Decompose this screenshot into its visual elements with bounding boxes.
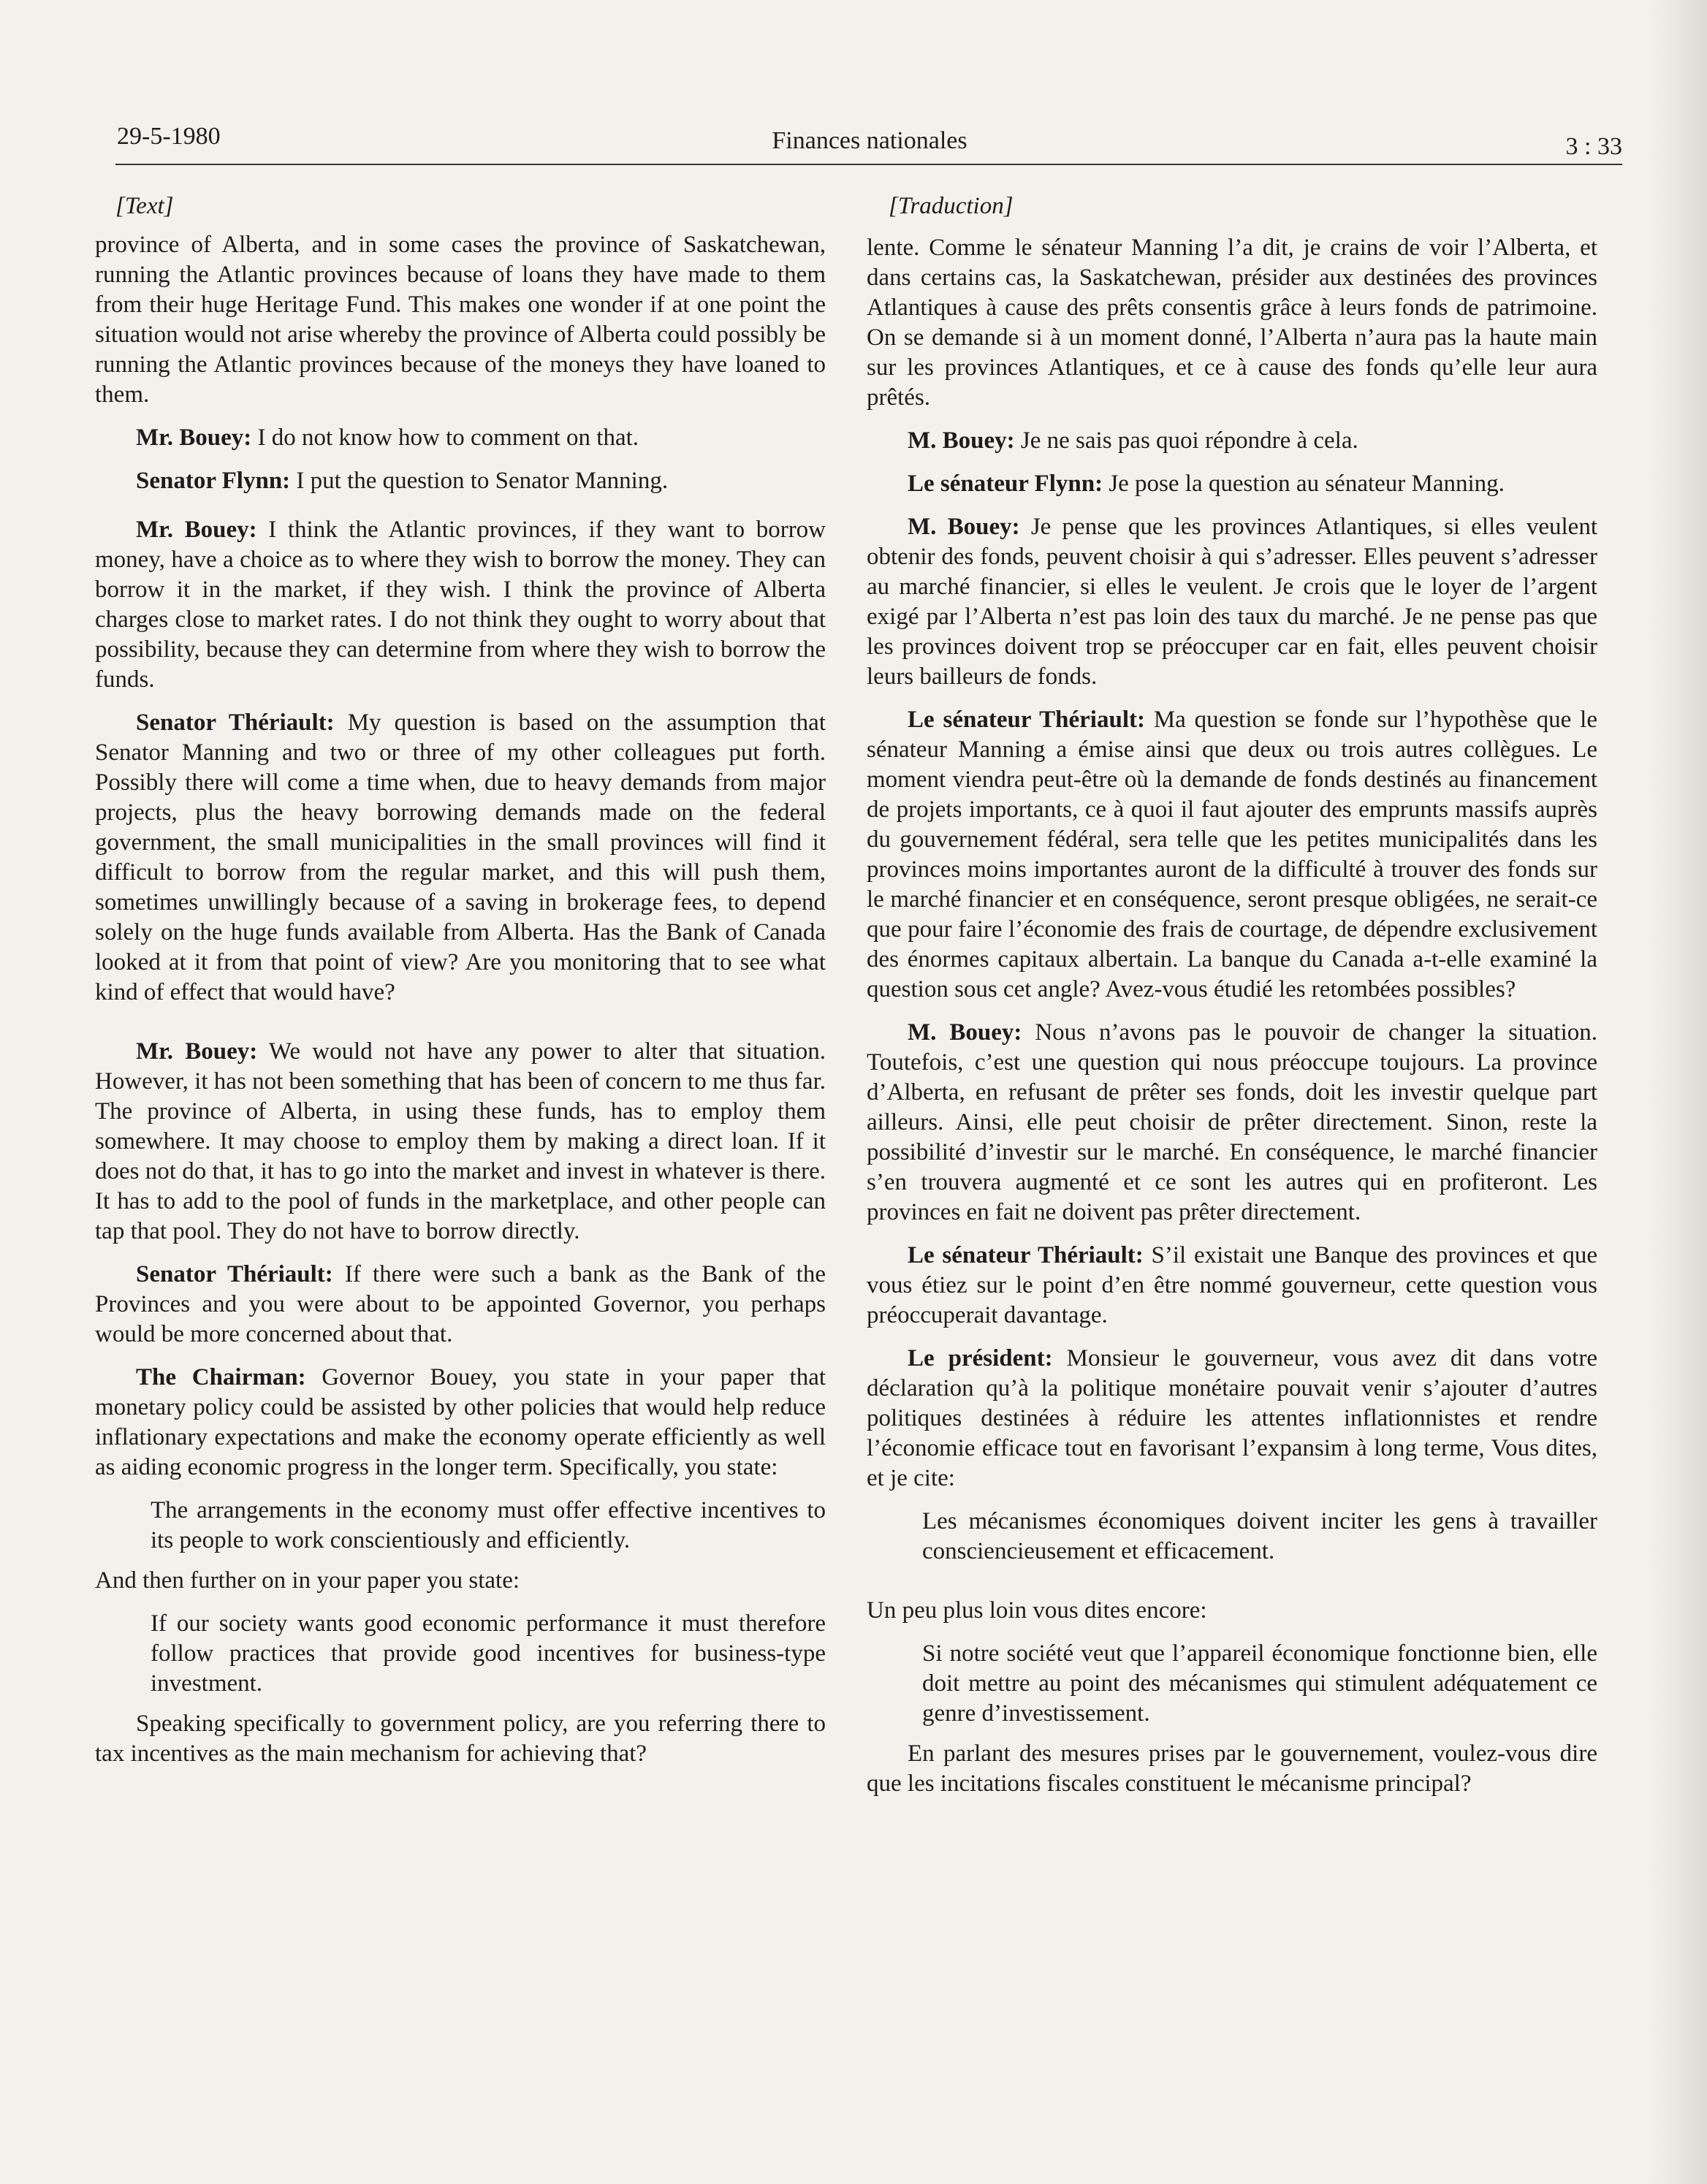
speaker-name: Mr. Bouey: <box>136 1038 258 1065</box>
french-column-label: [Traduction] <box>889 193 1014 219</box>
speaker-name: Senator Thériault: <box>136 709 335 736</box>
french-paragraph <box>867 512 1597 692</box>
french-quote-2: Si notre société veut que l’appareil économique fonctionne bien, elle doit mettre au point des mécanismes qui stimulent adéquatement ce genre d’investissement. <box>922 1640 1597 1727</box>
speaker-name: M. Bouey: <box>908 1019 1022 1046</box>
french-paragraph <box>867 1241 1597 1331</box>
english-column-label: [Text] <box>115 193 174 219</box>
paragraph-text: Je pose la question au sénateur Manning. <box>1103 471 1505 497</box>
english-bridge-line: And then further on in your paper you state: <box>95 1567 520 1594</box>
speaker-name: Mr. Bouey: <box>136 517 257 543</box>
paragraph-text: We would not have any power to alter that situation. However, it has not been something that has been of concern to me thus far. The province of Alberta, in using these funds, has to employ them somewhere. It may choose to employ them by making a direct loan. If it does not do that, it has to go into the market and invest in whatever is there. It has to add to the pool of funds in the marketplace, and other people can tap that pool. They do not have to borrow directly. <box>95 1038 826 1244</box>
header-date: 29-5-1980 <box>117 123 221 150</box>
speaker-name: Le président: <box>908 1345 1053 1371</box>
english-quote-2: If our society wants good economic performance it must therefore follow practices that provide good incentives for business-type investment. <box>151 1610 826 1697</box>
speaker-name: The Chairman: <box>136 1364 306 1390</box>
paragraph-text: I put the question to Senator Manning. <box>290 468 669 494</box>
speaker-name: M. Bouey: <box>908 427 1015 454</box>
paragraph-text: Je ne sais pas quoi répondre à cela. <box>1014 427 1358 454</box>
paragraph-text: Monsieur le gouverneur, vous avez dit dans votre déclaration qu’à la politique monétaire pouvait venir s’ajouter d’autres politiques destinées à réduire les attentes inflationnistes et rendre l’économie efficace tout en favorisant l’expansim à long terme, Vous dites, et je cite: <box>867 1345 1597 1491</box>
english-quote-1: The arrangements in the economy must offer effective incentives to its people to work conscientiously and efficiently. <box>151 1497 826 1553</box>
page-edge-shadow <box>1649 0 1707 2184</box>
paragraph-text: I do not know how to comment on that. <box>251 425 639 451</box>
header-rule <box>115 164 1622 165</box>
french-paragraph <box>867 469 1597 499</box>
header-page-number: 3 : 33 <box>1565 133 1622 160</box>
header-title: Finances nationales <box>772 127 967 154</box>
french-closing-paragraph: En parlant des mesures prises par le gouvernement, voulez-vous dire que les incitations fiscales constituent le mécanisme principal? <box>867 1740 1597 1797</box>
paragraph-text: If there were such a bank as the Bank of the Provinces and you were about to be appointed Governor, you perhaps would be more concerned about that. <box>95 1261 826 1347</box>
paragraph-text: I think the Atlantic provinces, if they want to borrow money, have a choice as to where they wish to borrow the money. They can borrow it in the market, if they wish. I think the province of Alberta charges close to market rates. I do not think they ought to worry about that possibility, because they can determine from where they wish to borrow the funds. <box>95 517 826 693</box>
french-paragraph <box>867 233 1597 413</box>
english-column <box>95 191 826 1782</box>
english-paragraph <box>95 466 826 496</box>
speaker-name: Le sénateur Thériault: <box>908 707 1145 733</box>
paragraph-text: Governor Bouey, you state in your paper that monetary policy could be assisted by other policies that would help reduce inflationary expectations and make the economy operate efficiently as well as aiding economic progress in the longer term. Specifically, you state: <box>95 1364 826 1480</box>
french-bridge-line: Un peu plus loin vous dites encore: <box>867 1597 1207 1624</box>
french-quote-1: Les mécanismes économiques doivent inciter les gens à travailler consciencieusement et efficacement. <box>922 1508 1597 1564</box>
french-paragraph <box>867 705 1597 1005</box>
paragraph-text: Ma question se fonde sur l’hypothèse que le sénateur Manning a émise ainsi que deux ou trois autres collègues. Le moment viendra peut-être où la demande de fonds destinés au financement de projets importants, ce à quoi il faut ajouter des emprunts massifs auprès du gouvernement fédéral, sera telle que les petites municipalités dans les provinces moins importantes auront de la difficulté à trouver des fonds sur le marché financier et en conséquence, seront presque obligées, ne serait-ce que pour faire l’économie des frais de courtage, de dépendre exclusivement des énormes capitaux albertain. La banque du Canada a-t-elle examiné la question sous cet angle? Avez-vous étudié les retombées possibles? <box>867 707 1597 1002</box>
english-paragraph <box>95 230 826 410</box>
paragraph-text: Nous n’avons pas le pouvoir de changer la situation. Toutefois, c’est une question qui nous préoccupe toujours. La province d’Alberta, en refusant de prêter ses fonds, doit les investir quelque part ailleurs. Ainsi, elle peut choisir de prêter directement. Sinon, reste la possibilité d’investir sur le marché. En conséquence, le marché financier s’en trouvera augmenté et ce sont les autres qui en profiteront. Les provinces en fait ne doivent pas prêter directement. <box>867 1019 1598 1225</box>
english-paragraph <box>95 1363 826 1483</box>
speaker-name: Senator Flynn: <box>136 468 291 494</box>
english-closing-paragraph: Speaking specifically to government policy, are you referring there to tax incentives as the main mechanism for achieving that? <box>95 1711 826 1767</box>
paragraph-text: province of Alberta, and in some cases the province of Saskatchewan, running the Atlantic provinces because of loans they have made to them from their huge Heritage Fund. This makes one wonder if at one point the situation would not arise whereby the province of Alberta could possibly be running the Atlantic provinces because of the moneys they have loaned to them. <box>95 232 826 408</box>
speaker-name: Senator Thériault: <box>136 1261 333 1287</box>
french-paragraph <box>867 1344 1597 1494</box>
page-header <box>117 123 1622 167</box>
paragraph-text: Je pense que les provinces Atlantiques, si elles veulent obtenir des fonds, peuvent choisir à qui s’adresser. Elles peuvent s’adresser au marché financier, si elles le veulent. Je crois que le loyer de l’argent exigé par l’Alberta n’est pas loin des taux du marché. Je ne pense pas que les provinces doivent trop se préoccuper car en fait, elles peuvent choisir leurs bailleurs de fonds. <box>867 514 1597 690</box>
english-paragraph <box>95 708 826 1008</box>
english-paragraph <box>95 423 826 453</box>
speaker-name: Mr. Bouey: <box>136 425 252 451</box>
speaker-name: Le sénateur Thériault: <box>908 1242 1144 1268</box>
french-paragraph <box>867 1018 1597 1228</box>
english-paragraph <box>95 1037 826 1247</box>
french-column <box>867 191 1597 1812</box>
english-paragraph <box>95 1260 826 1350</box>
paragraph-text: S’il existait une Banque des provinces et que vous étiez sur le point d’en être nommé gouverneur, cette question vous préoccuperait davantage. <box>867 1242 1597 1328</box>
paragraph-text: My question is based on the assumption that Senator Manning and two or three of my other colleagues put forth. Possibly there will come a time when, due to heavy demands from major projects, plus the heavy borrowing demands made on the federal government, the small municipalities in the small provinces will find it difficult to borrow from the regular market, and this will push them, sometimes unwillingly because of a saving in brokerage fees, to depend solely on the huge funds available from Alberta. Has the Bank of Canada looked at it from that point of view? Are you monitoring that to see what kind of effect that would have? <box>95 709 826 1005</box>
paragraph-text: lente. Comme le sénateur Manning l’a dit, je crains de voir l’Alberta, et dans certains cas, la Saskatchewan, présider aux destinées des provinces Atlantiques à cause des prêts consentis grâce à leurs fonds de patrimoine. On se demande si à un moment donné, l’Alberta n’aura pas la haute main sur les provinces Atlantiques, et ce à cause des fonds qu’elle leur aura prêtés. <box>867 235 1597 411</box>
french-paragraph <box>867 426 1597 456</box>
speaker-name: Le sénateur Flynn: <box>908 471 1103 497</box>
speaker-name: M. Bouey: <box>908 514 1020 540</box>
english-paragraph <box>95 515 826 695</box>
